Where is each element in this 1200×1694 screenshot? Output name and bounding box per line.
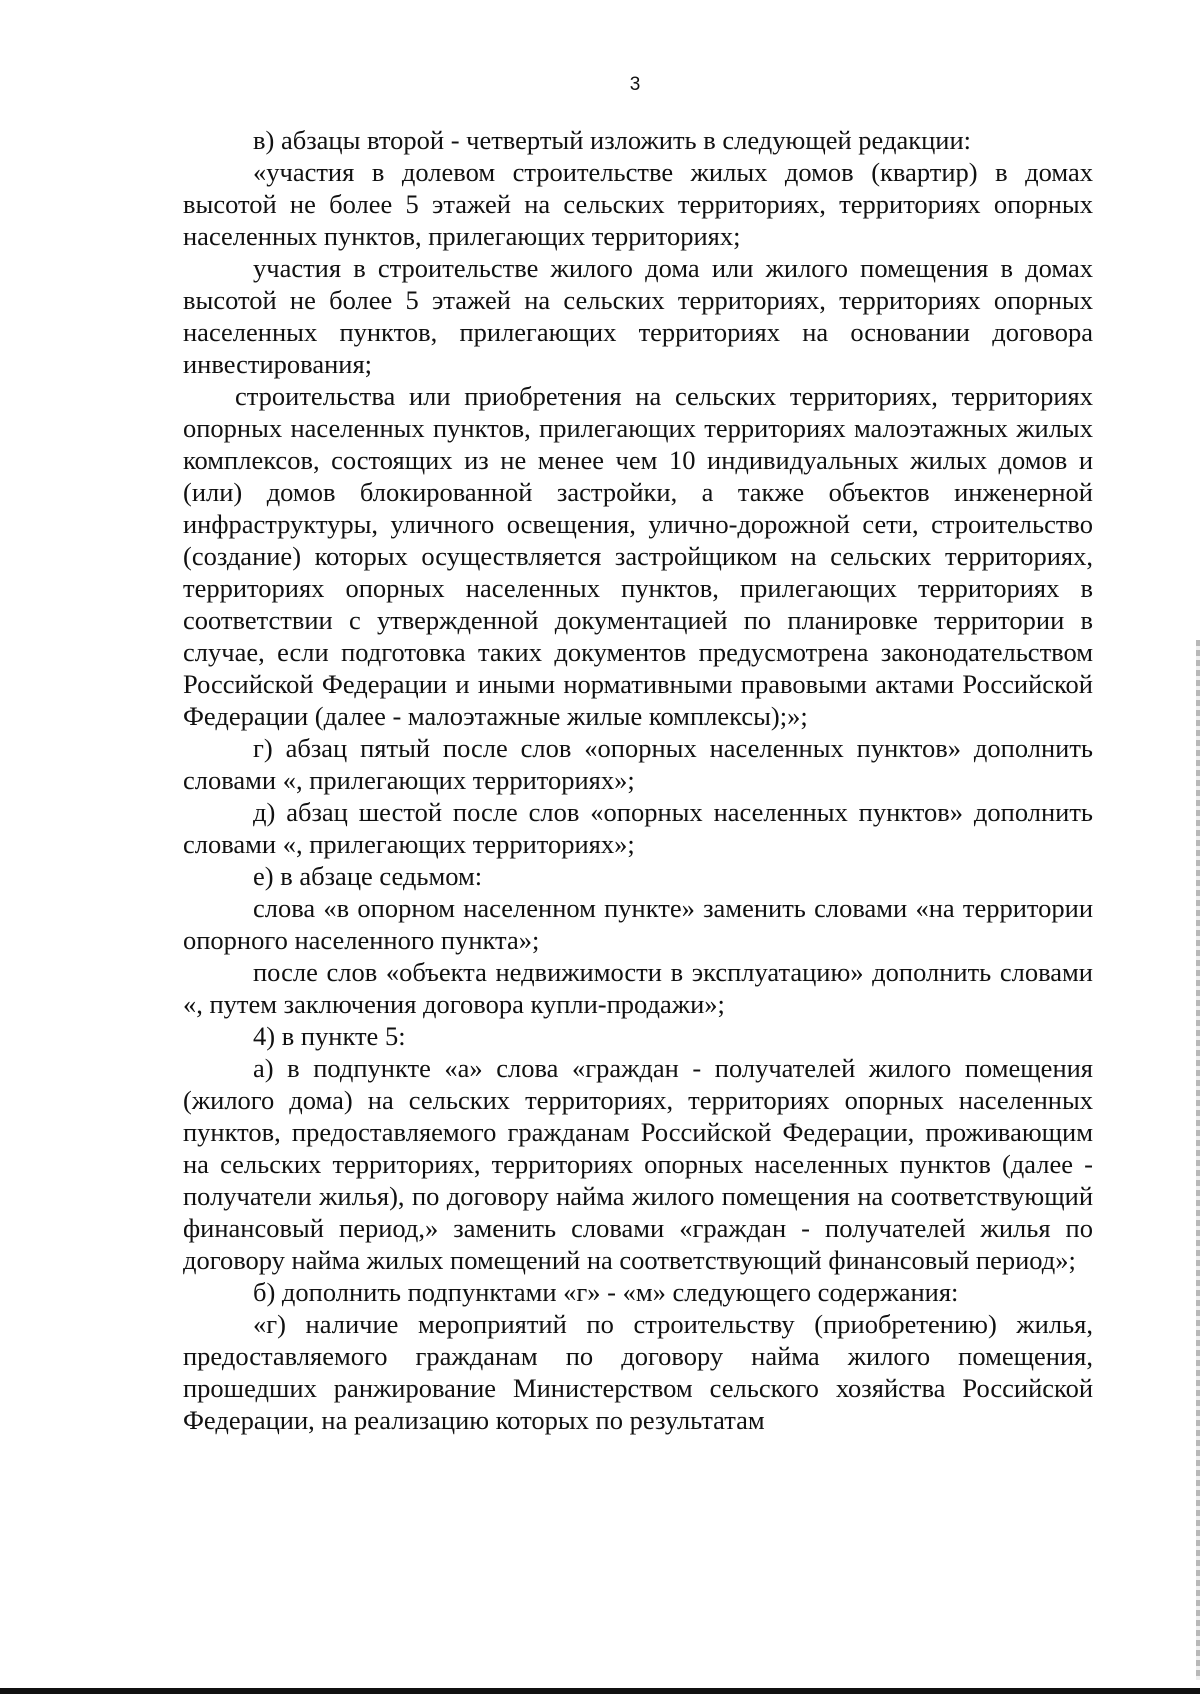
page-number: 3 — [629, 74, 641, 95]
paragraph: «г) наличие мероприятий по строительству (приобретению) жилья, предоставляемого гражданам по договору найма жилого помещения, прошедших ранжирование Министерством сельского хозяйства Российской Федерации, на реализацию которых по результатам — [183, 1309, 1093, 1435]
paragraph: слова «в опорном населенном пункте» заменить словами «на территории опорного населенного пункта»; — [183, 893, 1093, 955]
paragraph: е) в абзаце седьмом: — [253, 861, 483, 891]
paragraph: участия в строительстве жилого дома или жилого помещения в домах высотой не более 5 этажей на сельских территориях, территориях опорных населенных пунктов, прилегающих территориях на основании договора инвестирования; — [183, 253, 1093, 379]
paragraph: д) абзац шестой после слов «опорных населенных пунктов» дополнить словами «, прилегающих территориях»; — [183, 797, 1093, 859]
paragraph: «участия в долевом строительстве жилых домов (квартир) в домах высотой не более 5 этажей на сельских территориях, территориях опорных населенных пунктов, прилегающих территориях; — [183, 157, 1093, 251]
document-body — [183, 124, 1093, 1436]
paragraph: 4) в пункте 5: — [253, 1021, 406, 1051]
paragraph: б) дополнить подпунктами «г» - «м» следующего содержания: — [253, 1277, 959, 1307]
paragraph: строительства или приобретения на сельских территориях, территориях опорных населенных пунктов, прилегающих территориях малоэтажных жилых комплексов, состоящих из не менее чем 10 индивидуальных жилых домов и (или) домов блокированной застройки, а также объектов инженерной инфраструктуры, уличного освещения, улично-дорожной сети, строительство (создание) которых осуществляется застройщиком на сельских территориях, территориях опорных населенных пунктов, прилегающих территориях в соответствии с утвержденной документацией по планировке территории в случае, если подготовка таких документов предусмотрена законодательством Российской Федерации и иными нормативными правовыми актами Российской Федерации (далее - малоэтажные жилые комплексы);»; — [183, 381, 1093, 731]
paragraph: в) абзацы второй - четвертый изложить в следующей редакции: — [253, 125, 971, 155]
paragraph: а) в подпункте «а» слова «граждан - получателей жилого помещения (жилого дома) на сельских территориях, территориях опорных населенных пунктов, предоставляемого гражданам Российской Федерации, проживающим на сельских территориях, территориях опорных населенных пунктов (далее - получатели жилья), по договору найма жилого помещения на соответствующий финансовый период,» заменить словами «граждан - получателей жилья по договору найма жилых помещений на соответствующий финансовый период»; — [183, 1053, 1093, 1275]
scan-edge-right — [1196, 640, 1200, 1680]
paragraph: после слов «объекта недвижимости в эксплуатацию» дополнить словами «, путем заключения договора купли-продажи»; — [183, 957, 1093, 1019]
scan-edge-bottom — [0, 1688, 1200, 1694]
paragraph: г) абзац пятый после слов «опорных населенных пунктов» дополнить словами «, прилегающих территориях»; — [183, 733, 1093, 795]
